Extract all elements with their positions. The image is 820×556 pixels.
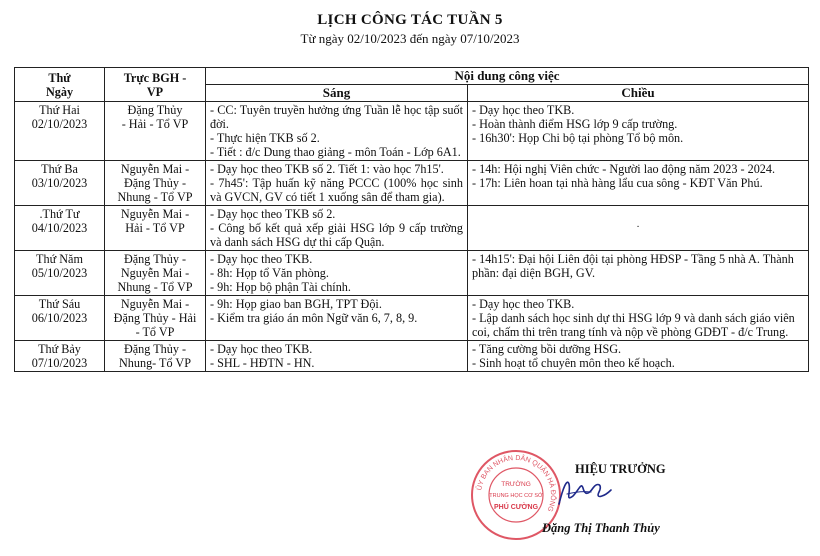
date-label: 02/10/2023 (31, 117, 88, 131)
day-cell (15, 296, 105, 341)
morning-item: - Công bố kết quả xếp giải HSG lớp 9 cấp trường và danh sách HSG dự thi cấp Quận. (210, 221, 463, 249)
afternoon-item: - Sinh hoạt tổ chuyên môn theo kế hoạch. (472, 356, 675, 370)
table-row (15, 161, 809, 206)
signature-title: HIỆU TRƯỞNG (575, 462, 666, 476)
weekday-label: .Thứ Tư (39, 207, 80, 221)
schedule-table (14, 67, 809, 372)
header-afternoon: Chiều (468, 85, 809, 102)
morning-item: - Dạy học theo TKB số 2. Tiết 1: vào học 7h15'. (210, 162, 444, 176)
table-row (15, 102, 809, 161)
afternoon-cell (468, 161, 809, 206)
morning-cell (206, 341, 468, 372)
header-day: Thứ Ngày (15, 68, 105, 102)
table-row (15, 341, 809, 372)
duty-cell: Nguyễn Mai - Hải - Tổ VP (105, 206, 206, 251)
afternoon-item: - 17h: Liên hoan tại nhà hàng lẩu cua sông - KĐT Văn Phú. (472, 176, 763, 190)
seal-outer-text: ỦY BAN NHÂN DÂN QUẬN HÀ ĐÔNG (476, 454, 557, 513)
afternoon-item: - 14h: Hội nghị Viên chức - Người lao động năm 2023 - 2024. (472, 162, 776, 176)
table-row (15, 206, 809, 251)
seal-inner-text-2: TRUNG HỌC CƠ SỞ (489, 493, 543, 499)
morning-item: - Dạy học theo TKB số 2. (210, 207, 336, 221)
duty-cell: Đặng Thủy - Nguyễn Mai - Nhung - Tổ VP (105, 251, 206, 296)
morning-item: - SHL - HĐTN - HN. (210, 356, 315, 370)
date-label: 04/10/2023 (31, 221, 88, 235)
afternoon-item: - Hoàn thành điểm HSG lớp 9 cấp trường. (472, 117, 678, 131)
morning-cell (206, 251, 468, 296)
morning-item: - 8h: Họp tổ Văn phòng. (210, 266, 329, 280)
afternoon-item: - Dạy học theo TKB. (472, 297, 575, 311)
table-row (15, 251, 809, 296)
weekday-label: Thứ Bảy (38, 342, 81, 356)
seal-inner-text-1: TRƯỜNG (501, 481, 531, 488)
morning-item: - Dạy học theo TKB. (210, 252, 313, 266)
day-cell (15, 341, 105, 372)
afternoon-item: - Tăng cường bồi dưỡng HSG. (472, 342, 622, 356)
morning-item: - 7h45': Tập huấn kỹ năng PCCC (100% học sinh và GVCN, GV có tiết 1 xuống sân để tham gia). (210, 176, 463, 204)
morning-cell (206, 161, 468, 206)
afternoon-item: - Lập danh sách học sinh dự thi HSG lớp 9 và danh sách giáo viên coi, chấm thi trên trang tính và nộp về phòng GDĐT - đ/c Trung. (472, 311, 795, 339)
afternoon-cell (468, 102, 809, 161)
morning-item: - Dạy học theo TKB. (210, 342, 313, 356)
afternoon-cell (468, 296, 809, 341)
date-label: 06/10/2023 (31, 311, 88, 325)
header-duty: Trực BGH - VP (105, 68, 206, 102)
page-subtitle: Từ ngày 02/10/2023 đến ngày 07/10/2023 (300, 31, 520, 46)
afternoon-item: - 16h30': Họp Chi bộ tại phòng Tổ bộ môn. (472, 131, 684, 145)
morning-item: - 9h: Họp bộ phận Tài chính. (210, 280, 351, 294)
morning-cell (206, 102, 468, 161)
date-label: 05/10/2023 (31, 266, 88, 280)
page-title: LỊCH CÔNG TÁC TUẦN 5 (317, 12, 503, 28)
date-label: 07/10/2023 (31, 356, 88, 370)
day-cell (15, 161, 105, 206)
morning-cell (206, 296, 468, 341)
weekday-label: Thứ Sáu (38, 297, 81, 311)
table-row (15, 296, 809, 341)
afternoon-item: - Dạy học theo TKB. (472, 103, 575, 117)
afternoon-cell (468, 341, 809, 372)
morning-item: - 9h: Họp giao ban BGH, TPT Đội. (210, 297, 382, 311)
header-morning: Sáng (206, 85, 468, 102)
duty-cell: Đặng Thủy - Nhung- Tổ VP (105, 341, 206, 372)
duty-cell: Nguyễn Mai - Đặng Thủy - Nhung - Tổ VP (105, 161, 206, 206)
morning-item: - Tiết : đ/c Dung thao giảng - môn Toán - Lớp 6A1. (210, 145, 461, 159)
afternoon-mark: · (636, 222, 640, 233)
header-content: Nội dung công việc (206, 68, 809, 85)
date-label: 03/10/2023 (31, 176, 88, 190)
duty-cell: Đặng Thủy - Hải - Tổ VP (105, 102, 206, 161)
morning-item: - CC: Tuyên truyền hưởng ứng Tuần lễ học tập suốt đời. (210, 103, 463, 131)
morning-item: - Thực hiện TKB số 2. (210, 131, 320, 145)
morning-cell (206, 206, 468, 251)
afternoon-cell (468, 206, 809, 251)
afternoon-cell (468, 251, 809, 296)
day-cell (15, 206, 105, 251)
weekday-label: Thứ Hai (39, 103, 80, 117)
duty-cell: Nguyễn Mai - Đặng Thủy - Hải - Tổ VP (105, 296, 206, 341)
handwritten-signature (553, 474, 613, 510)
afternoon-item: - 14h15': Đại hội Liên đội tại phòng HĐSP - Tầng 5 nhà A. Thành phần: đại diện BGH, GV. (472, 252, 794, 280)
signature-name: Đặng Thị Thanh Thủy (542, 521, 660, 535)
seal-inner-text-3: PHÚ CƯỜNG (493, 504, 539, 511)
weekday-label: Thứ Ba (41, 162, 78, 176)
weekday-label: Thứ Năm (36, 252, 83, 266)
day-cell (15, 251, 105, 296)
day-cell (15, 102, 105, 161)
morning-item: - Kiểm tra giáo án môn Ngữ văn 6, 7, 8, 9. (210, 311, 418, 325)
